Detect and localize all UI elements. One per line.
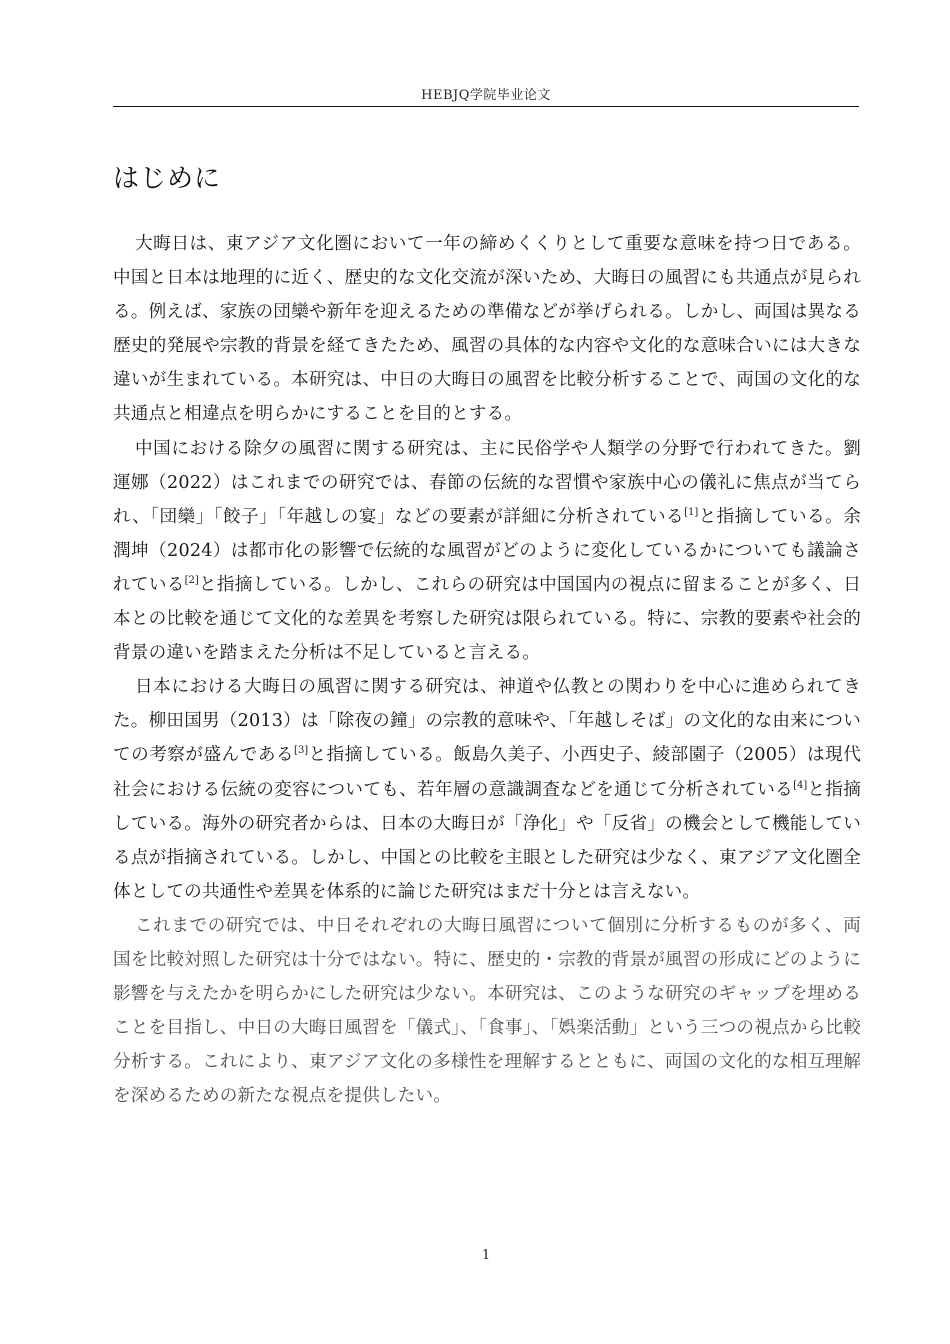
- citation-3: [3]: [294, 745, 309, 757]
- paragraph-3-text-1: 日本における大晦日の風習に関する研究は、神道や仏教との関わりを中心に進められてきた。柳田国男（2013）は「除夜の鐘」の宗教的意味や、「年越しそば」の文化的な由来についての考察が盛んである: [113, 677, 861, 766]
- paragraph-2-text-2: と指摘している。余潤坤（2024）は都市化の影響で伝統的な風習がどのように変化しているかについても議論されている: [113, 506, 861, 595]
- paragraph-1: 大晦日は、東アジア文化圏において一年の締めくくりとして重要な意味を持つ日である。中国と日本は地理的に近く、歴史的な文化交流が深いため、大晦日の風習にも共通点が見られる。例えば、家族の団欒や新年を迎えるための準備などが挙げられる。しかし、両国は異なる歴史的発展や宗教的背景を経てきたため、風習の具体的な内容や文化的な意味合いには大きな違いが生まれている。本研究は、中日の大晦日の風習を比較分析することで、両国の文化的な共通点と相違点を明らかにすることを目的とする。: [113, 234, 861, 425]
- paragraph-3: [113, 670, 861, 909]
- page-number: 1: [481, 1248, 491, 1263]
- page-header-title: HEBJQ学院毕业论文: [421, 88, 551, 103]
- citation-1: [1]: [684, 506, 699, 518]
- header-divider: [113, 106, 859, 107]
- paragraph-4: これまでの研究では、中日それぞれの大晦日風習について個別に分析するものが多く、両国を比較対照した研究は十分ではない。特に、歴史的・宗教的背景が風習の形成にどのように影響を与えたかを明らかにした研究は少ない。本研究は、このような研究のギャップを埋めることを目指し、中日の大晦日風習を「儀式」、「食事」、「娯楽活動」という三つの視点から比較分析する。これにより、東アジア文化の多様性を理解するとともに、両国の文化的な相互理解を深めるための新たな視点を提供したい。: [113, 915, 861, 1107]
- section-title: はじめに: [113, 164, 222, 194]
- body-text: [113, 227, 861, 1113]
- citation-2: [2]: [184, 575, 199, 587]
- paragraph-2-text-3: と指摘している。しかし、これらの研究は中国国内の視点に留まることが多く、日本との比較を通じて文化的な差異を考察した研究は限られている。特に、宗教的要素や社会的背景の違いを踏まえた分析は不足していると言える。: [113, 574, 861, 664]
- paragraph-3-text-3: と指摘している。海外の研究者からは、日本の大晦日が「浄化」や「反省」の機会として機能している点が指摘されている。しかし、中国との比較を主眼とした研究は少なく、東アジア文化圏全体としての共通性や差異を体系的に論じた研究はまだ十分とは言えない。: [113, 779, 861, 902]
- paragraph-3-text-2: と指摘している。飯島久美子、小西史子、綾部園子（2005）は現代社会における伝統の変容についても、若年層の意識調査などを通じて分析されている: [113, 745, 861, 800]
- citation-4: [4]: [793, 779, 808, 791]
- paragraph-2-text-1: 中国における除夕の風習に関する研究は、主に民俗学や人類学の分野で行われてきた。劉運娜（2022）はこれまでの研究では、春節の伝統的な習慣や家族中心の儀礼に焦点が当てられ、「団欒」「餃子」「年越しの宴」などの要素が詳細に分析されている: [113, 438, 861, 527]
- paragraph-2: [113, 432, 861, 671]
